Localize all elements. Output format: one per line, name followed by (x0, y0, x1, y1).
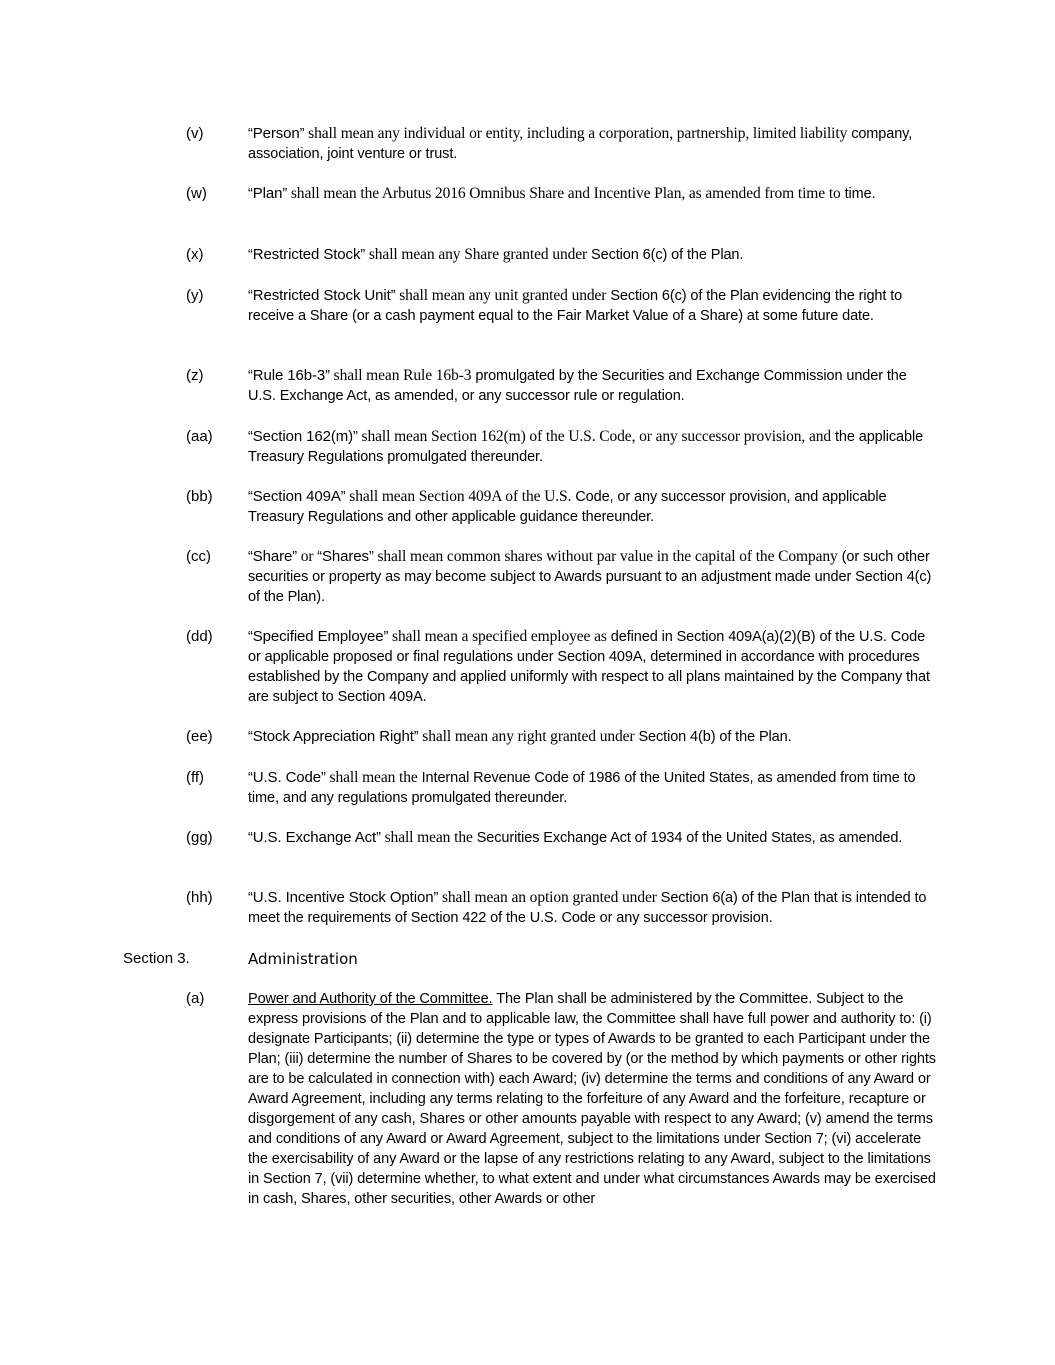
admin-item-body: The Plan shall be administered by the Committee. Subject to the express provisions of the Plan and to applicable law, the Committee shall have full power and authority to: (i) designate Participants; (ii) determine the type or types of Awards to be granted to each Participant under the Plan; (iii) determine the number of Shares to be covered by (or the method by which payments or other rights are to be calculated in connection with) each Award; (iv) determine the terms and conditions of any Award or Award Agreement, including any terms relating to the forfeiture of any Award and the forfeiture, recapture or disgorgement of any cash, Shares or other amounts payable with respect to any Award; (v) amend the terms and conditions of any Award or Award Agreement, subject to the limitations under Section 7; (vi) accelerate the exercisability of any Award or the lapse of any restrictions relating to any Award, subject to the limitations in Section 7, (vii) determine whether, to what extent and under what circumstances Awards may be exercised in cash, Shares, other securities, other Awards or other (248, 991, 936, 1207)
defined-term: Specified Employee (252, 628, 384, 645)
definition-text: “U.S. Incentive Stock Option” shall mean an option granted under Section 6(a) of the Plan that is intended to meet the requirements of Section 422 of the U.S. Code or any successor provision. (248, 889, 927, 926)
definition-connector: shall mean a specified employee as (388, 628, 607, 645)
definition-rest: (or such other securities or property as may become subject to Awards pursuant to an adjustment made under Section 4(c) of the Plan). (248, 549, 932, 605)
definition-text: “U.S. Code” shall mean the Internal Revenue Code of 1986 of the United States, as amended from time to time, and any regulations promulgated thereunder. (248, 769, 916, 806)
definition-connector: shall mean any individual or entity, including a corporation, partnership, limited liability (304, 125, 848, 142)
definition-label: (hh) (186, 889, 213, 906)
definition-label: (y) (186, 287, 204, 304)
definition-connector: shall mean common shares without par value in the capital of the Company (373, 548, 838, 565)
defined-term: Section 162(m) (252, 428, 354, 445)
defined-term: Stock Appreciation Right (252, 728, 414, 745)
defined-term: Share (252, 548, 293, 565)
definition-rest: Securities Exchange Act of 1934 of the United States, as amended. (476, 830, 903, 846)
definition-label: (x) (186, 246, 204, 263)
definition-rest: Section 4(b) of the Plan. (638, 729, 792, 745)
definition-label: (ff) (186, 769, 205, 786)
admin-item-text (248, 989, 938, 1209)
definition-connector: shall mean the Arbutus 2016 Omnibus Share and Incentive Plan, as amended from time to (287, 185, 841, 202)
definition-rest: Section 6(c) of the Plan. (591, 247, 744, 263)
definition-label: (gg) (186, 829, 213, 846)
defined-term: U.S. Code (252, 769, 322, 786)
section-title: Administration (248, 950, 358, 968)
definition-rest: Section 6(c) of the Plan evidencing the right to receive a Share (or a cash payment equal to the Fair Market Value of a Share) at some future date. (248, 288, 903, 324)
definition-text: “U.S. Exchange Act” shall mean the Securities Exchange Act of 1934 of the United States, as amended. (248, 829, 903, 846)
definition-text: “Rule 16b-3” shall mean Rule 16b-3 promulgated by the Securities and Exchange Commission under the U.S. Exchange Act, as amended, or any successor rule or regulation. (248, 367, 907, 404)
definition-text: “Restricted Stock Unit” shall mean any unit granted under Section 6(c) of the Plan evidencing the right to receive a Share (or a cash payment equal to the Fair Market Value of a Share) at some future date. (248, 287, 903, 324)
definition-connector: shall mean Section 409A of the U.S. (345, 488, 572, 505)
definition-label: (v) (186, 125, 204, 142)
definition-connector: shall mean the (380, 829, 473, 846)
definition-text: “Person” shall mean any individual or entity, including a corporation, partnership, limited liability company, association, joint venture or trust. (248, 125, 913, 162)
defined-term: Person (252, 125, 300, 142)
definition-connector: or (297, 548, 318, 565)
definition-rest: company, association, joint venture or trust. (248, 126, 913, 162)
definition-text: “Restricted Stock” shall mean any Share granted under Section 6(c) of the Plan. (248, 246, 744, 263)
definition-rest: promulgated by the Securities and Exchange Commission under the U.S. Exchange Act, as amended, or any successor rule or regulation. (248, 368, 907, 404)
definition-rest: Code, or any successor provision, and applicable Treasury Regulations and other applicable guidance thereunder. (248, 489, 887, 525)
definition-rest: Section 6(a) of the Plan that is intended to meet the requirements of Section 422 of the U.S. Code or any successor provision. (248, 890, 927, 926)
definition-rest: Internal Revenue Code of 1986 of the United States, as amended from time to time, and any regulations promulgated thereunder. (248, 770, 916, 806)
definition-connector: shall mean Rule 16b-3 (329, 367, 472, 384)
admin-item-heading: Power and Authority of the Committee. (248, 991, 493, 1007)
defined-term: Plan (252, 185, 283, 202)
definition-label: (ee) (186, 728, 213, 745)
definition-label: (bb) (186, 488, 213, 505)
definition-text: “Specified Employee” shall mean a specified employee as defined in Section 409A(a)(2)(B) of the U.S. Code or applicable proposed or final regulations under Section 409A, determined in accordance with procedures established by the Company and applied uniformly with respect to all plans maintained by the Company that are subject to Section 409A. (248, 628, 930, 705)
defined-term: U.S. Exchange Act (252, 829, 377, 846)
definition-label: (w) (186, 185, 207, 202)
definition-connector: shall mean any right granted under (418, 728, 635, 745)
definition-rest: defined in Section 409A(a)(2)(B) of the U.S. Code or applicable proposed or final regulations under Section 409A, determined in accordance with procedures established by the Company and applied uniformly with respect to all plans maintained by the Company that are subject to Section 409A. (248, 629, 930, 705)
definition-rest: the applicable Treasury Regulations promulgated thereunder. (248, 429, 924, 465)
definition-label: (aa) (186, 428, 213, 445)
defined-term: Restricted Stock (252, 246, 361, 263)
defined-term: Section 409A (252, 488, 341, 505)
definition-text: “Section 162(m)” shall mean Section 162(m) of the U.S. Code, or any successor provision, and the applicable Treasury Regulations promulgated thereunder. (248, 428, 924, 465)
definition-connector: shall mean the (325, 769, 418, 786)
defined-term: Restricted Stock Unit (252, 287, 391, 304)
admin-item-label: (a) (186, 990, 205, 1007)
definition-connector: shall mean any unit granted under (395, 287, 607, 304)
definition-rest: time. (844, 186, 876, 202)
defined-term: Rule 16b-3 (252, 367, 326, 384)
definition-connector: shall mean an option granted under (438, 889, 657, 906)
definition-text: “Stock Appreciation Right” shall mean any right granted under Section 4(b) of the Plan. (248, 728, 792, 745)
defined-term: Shares (322, 548, 369, 565)
definition-connector: shall mean any Share granted under (365, 246, 588, 263)
definition-label: (cc) (186, 548, 211, 565)
definition-label: (z) (186, 367, 204, 384)
definition-text: “Section 409A” shall mean Section 409A of the U.S. Code, or any successor provision, and applicable Treasury Regulations and other applicable guidance thereunder. (248, 488, 887, 525)
definition-text: “Plan” shall mean the Arbutus 2016 Omnibus Share and Incentive Plan, as amended from time to time. (248, 185, 876, 202)
definition-label: (dd) (186, 628, 213, 645)
defined-term: U.S. Incentive Stock Option (252, 889, 434, 906)
section-number: Section 3. (123, 950, 190, 967)
definition-text: “Share” or “Shares” shall mean common shares without par value in the capital of the Company (or such other securities or property as may become subject to Awards pursuant to an adjustment made under Section 4(c) of the Plan). (248, 548, 932, 605)
definition-connector: shall mean Section 162(m) of the U.S. Code, or any successor provision, and (357, 428, 832, 445)
